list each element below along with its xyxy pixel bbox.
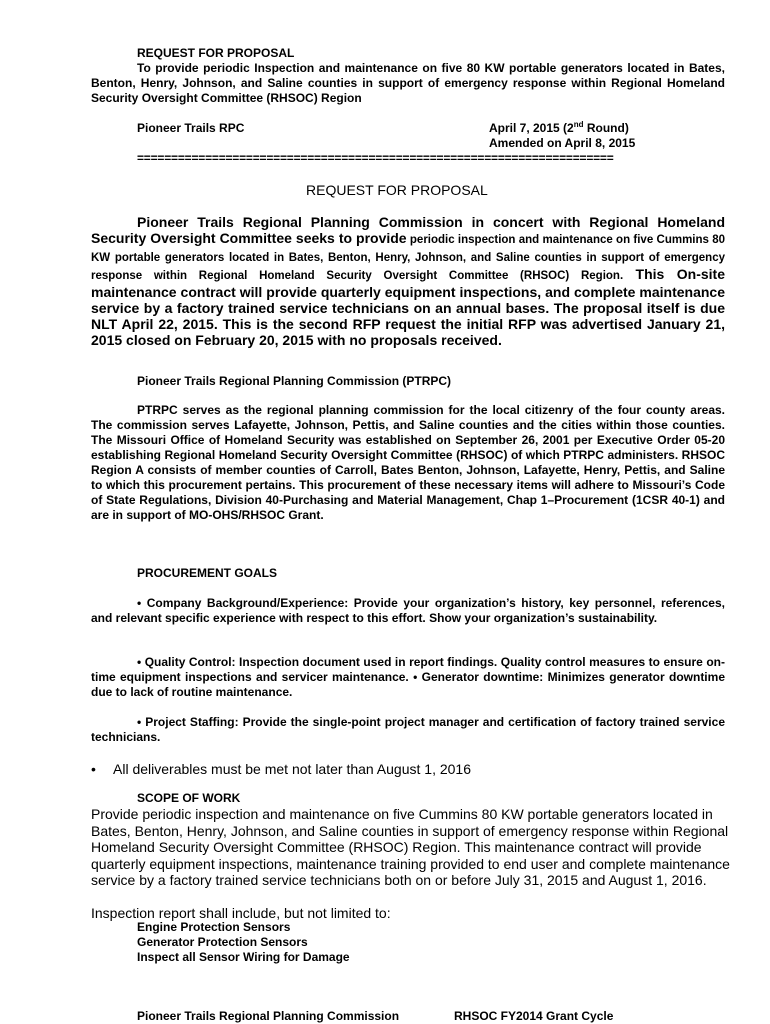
header-date: April 7, 2015 (2nd Round): [489, 120, 629, 135]
deliverables-text: All deliverables must be met not later than August 1, 2016: [113, 761, 471, 777]
report-intro: Inspection report shall include, but not limited to:: [91, 905, 391, 921]
report-item: Engine Protection Sensors: [137, 920, 291, 934]
ptrpc-body: PTRPC serves as the regional planning commission for the local citizenry of the four county areas. The commission serves Lafayette, Johnson, Pettis, and Saline counties and the cities within those counties. The Missouri Office of Homeland Security was established on September 26, 2001 per Executive Order 05-20 establishing Regional Homeland Security Oversight Committee (RHSOC) of which PTRPC administers. RHSOC Region A consists of member counties of Carroll, Bates Benton, Johnson, Lafayette, Henry, Pettis, and Saline to which this procurement pertains. This procurement of these necessary items will adhere to Missouri’s Code of State Regulations, Division 40-Purchasing and Material Management, Chap 1–Procurement (1CSR 40-1) and are in support of MO-OHS/RHSOC Grant.: [91, 403, 725, 522]
header-summary: To provide periodic Inspection and maintenance on five 80 KW portable generators located in Bates, Benton, Henry, Johnson, and Saline counties in support of emergency response within Regional Homeland Security Oversight Committee (RHSOC) Region: [91, 61, 725, 105]
scope-body: Provide periodic inspection and maintenance on five Cummins 80 KW portable generators located in Bates, Benton, Henry, Johnson, and Saline counties in support of emergency response within Regional Homeland Security Oversight Committee (RHSOC) Region. This maintenance contract will provide quarterly equipment inspections, maintenance training provided to end user and complete maintenance service by a factory trained service technicians both on or before July 31, 2015 and August 1, 2016.: [91, 806, 730, 889]
ptrpc-heading: Pioneer Trails Regional Planning Commission (PTRPC): [137, 374, 452, 388]
header-title: REQUEST FOR PROPOSAL: [137, 46, 295, 60]
footer-right: RHSOC FY2014 Grant Cycle: [454, 1009, 614, 1023]
intro-paragraph: Pioneer Trails Regional Planning Commission in concert with Regional Homeland Security Oversight Committee seeks to provide periodic inspection and maintenance on five Cummins 80 KW portable generators located in Bates, Benton, Henry, Johnson, and Saline counties in support of emergency response within Regional Homeland Security Oversight Committee (RHSOC) Region. This On-site maintenance contract will provide quarterly equipment inspections, and complete maintenance service by a factory trained service technicians on an annual bases. The proposal itself is due NLT April 22, 2015. This is the second RFP request the initial RFP was advertised January 21, 2015 closed on February 20, 2015 with no proposals received.: [91, 214, 725, 348]
footer-left: Pioneer Trails Regional Planning Commission: [137, 1009, 400, 1023]
header-amended: Amended on April 8, 2015: [489, 136, 636, 150]
report-item: Generator Protection Sensors: [137, 935, 308, 949]
intro-heading: REQUEST FOR PROPOSAL: [306, 182, 488, 198]
scope-heading: SCOPE OF WORK: [137, 791, 241, 805]
report-item: Inspect all Sensor Wiring for Damage: [137, 950, 350, 964]
goal-item: • Quality Control: Inspection document used in report findings. Quality control measures to ensure on-time equipment inspections and servicer maintenance. • Generator downtime: Minimizes generator downtime due to lack of routine maintenance.: [91, 655, 725, 699]
header-org: Pioneer Trails RPC: [137, 121, 245, 135]
header-divider: ======================================================================: [137, 151, 614, 165]
goal-item: • Project Staffing: Provide the single-point project manager and certification of factory trained service technicians.: [91, 715, 725, 744]
goals-heading: PROCUREMENT GOALS: [137, 566, 278, 580]
goal-item: • Company Background/Experience: Provide your organization’s history, key personnel, references, and relevant specific experience with respect to this effort. Show your organization’s sustainability.: [91, 596, 725, 625]
deliverables-bullet: •: [91, 761, 96, 777]
